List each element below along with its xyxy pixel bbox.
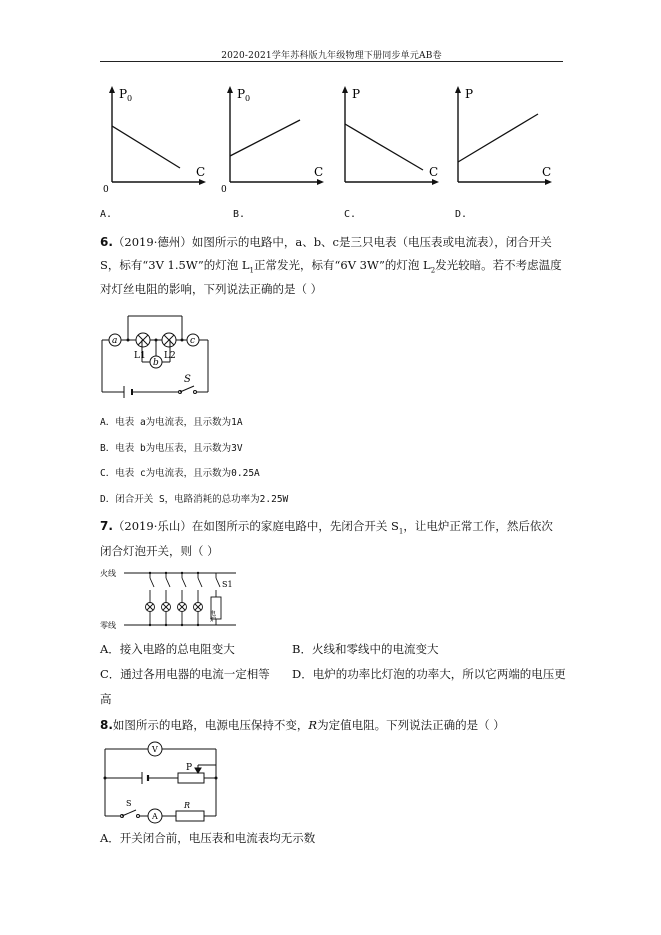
q7-option-d-cont: 高 xyxy=(100,692,112,706)
graph-b-x-label: C xyxy=(314,165,324,179)
q7-neutral-wire: 零线 xyxy=(100,621,116,630)
q7-circuit xyxy=(98,565,238,633)
graph-a-y-sub: 0 xyxy=(127,94,133,103)
q6-number: 6. xyxy=(100,235,113,249)
q7-heater-label: 电炉 xyxy=(208,610,216,622)
q8-label-r: R xyxy=(184,801,191,810)
q8-number: 8. xyxy=(100,718,113,732)
q7-text-1b: ，让电炉正常工作，然后依次 xyxy=(403,519,553,533)
option-c-letter: C. xyxy=(344,209,357,220)
q8-line1 xyxy=(100,716,505,734)
q6-line3: 对灯丝电阻的影响，下列说法正确的是（ ） xyxy=(100,282,323,296)
q6-text-2a: S，标有“3V 1.5W”的灯泡 L xyxy=(100,258,250,272)
q6-sub1: 1 xyxy=(249,266,254,275)
option-b-letter: B. xyxy=(233,209,246,220)
q6-meter-b: b xyxy=(153,358,159,368)
graph-a-x-label: C xyxy=(196,165,206,179)
q7-option-c: C．通过各用电器的电流一定相等 xyxy=(100,667,270,681)
q6-circuit xyxy=(98,312,218,398)
q7-line2: 闭合灯泡开关，则（ ） xyxy=(100,544,219,558)
graph-a xyxy=(100,84,210,194)
graph-c-line xyxy=(345,124,423,170)
q7-sub: 1 xyxy=(398,527,404,536)
graph-b-y-label: P xyxy=(237,87,246,101)
graph-a-y-arrow xyxy=(109,86,115,93)
graph-d-x-label: C xyxy=(542,165,552,179)
q8-text-1a: 如图所示的电路，电源电压保持不变， xyxy=(112,718,309,732)
q8-voltmeter: V xyxy=(152,745,158,754)
q8-text-1b: 为定值电阻。下列说法正确的是（ ） xyxy=(317,718,505,732)
q6-line2 xyxy=(100,256,562,279)
graph-b-y-sub: 0 xyxy=(245,94,251,103)
q6-option-d: D．闭合开关 S，电路消耗的总功率为2.25W xyxy=(100,494,289,505)
graph-c-y-label: P xyxy=(352,87,361,101)
q6-option-b: B．电表 b为电压表，且示数为3V xyxy=(100,443,243,454)
q7-live-wire: 火线 xyxy=(100,569,116,578)
page-header: 2020-2021学年苏科版九年级物理下册同步单元AB卷 xyxy=(221,51,442,61)
q7-number: 7. xyxy=(100,519,113,533)
graph-c xyxy=(333,84,443,194)
q6-text-1: （2019·德州）如图所示的电路中，a、b、c是三只电表（电压表或电流表），闭合开关 xyxy=(112,235,552,249)
q6-meter-c: c xyxy=(190,336,196,346)
q6-line1 xyxy=(100,233,552,251)
graph-d-y-label: P xyxy=(465,87,474,101)
q8-circuit xyxy=(98,738,223,828)
graph-a-x-arrow xyxy=(199,179,206,185)
q7-label-s1: S1 xyxy=(222,580,233,589)
q6-label-l1: L1 xyxy=(134,351,146,361)
q7-option-b: B．火线和零线中的电流变大 xyxy=(292,642,439,656)
q6-option-c: C．电表 c为电流表，且示数为0.25A xyxy=(100,468,260,479)
q6-text-2b: 正常发光，标有“6V 3W”的灯泡 L xyxy=(254,258,431,272)
q8-ammeter: A xyxy=(152,812,158,821)
graph-b-line xyxy=(230,120,300,156)
graph-b-origin: 0 xyxy=(221,185,227,194)
graph-d xyxy=(446,84,556,194)
q7-options-row1 xyxy=(100,640,235,658)
graph-a-line xyxy=(112,126,180,168)
q8-option-a: A．开关闭合前，电压表和电流表均无示数 xyxy=(100,831,316,845)
header-divider xyxy=(100,61,563,62)
q8-label-s: S xyxy=(126,799,132,808)
option-d-letter: D. xyxy=(455,209,468,220)
q7-option-d: D．电炉的功率比灯泡的功率大，所以它两端的电压更 xyxy=(292,667,566,681)
graph-a-y-label: P xyxy=(119,87,128,101)
q7-option-a: A．接入电路的总电阻变大 xyxy=(100,642,235,656)
q6-sub2: 2 xyxy=(430,266,436,275)
graph-b xyxy=(218,84,328,194)
q6-text-2c: 发光较暗。若不考虑温度 xyxy=(435,258,562,272)
graph-c-x-label: C xyxy=(429,165,439,179)
q6-label-s: S xyxy=(184,374,191,385)
option-a-letter: A. xyxy=(100,209,113,220)
q6-label-l2: L2 xyxy=(164,351,176,361)
q8-text-r: R xyxy=(308,718,318,732)
q7-line1 xyxy=(100,517,553,540)
q8-label-p: P xyxy=(186,763,193,773)
q6-meter-a: a xyxy=(112,336,118,346)
q7-text-1a: （2019·乐山）在如图所示的家庭电路中，先闭合开关 S xyxy=(112,519,399,533)
q6-option-a: A．电表 a为电流表，且示数为1A xyxy=(100,417,243,428)
graph-d-line xyxy=(458,114,538,162)
graph-a-origin: 0 xyxy=(103,185,109,194)
